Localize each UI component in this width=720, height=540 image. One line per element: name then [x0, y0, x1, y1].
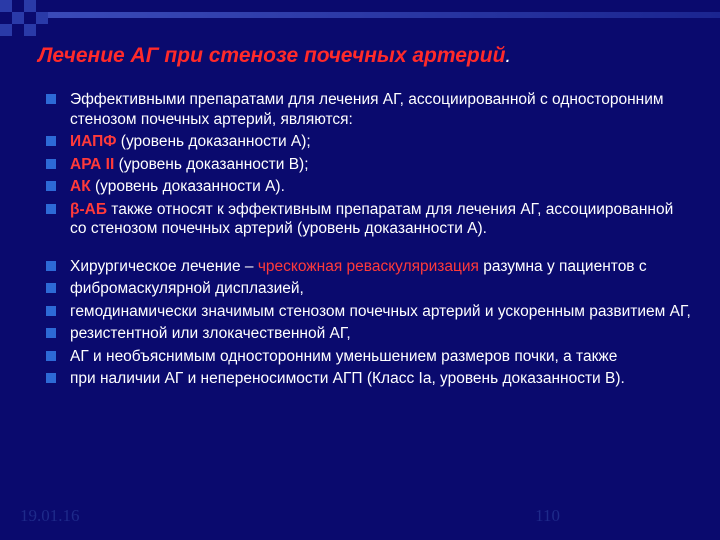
- list-item: при наличии АГ и непереносимости АГП (Класс Iа, уровень доказанности В).: [46, 369, 692, 389]
- footer-date: 19.01.16: [20, 506, 80, 525]
- bullet-icon: [46, 373, 56, 383]
- bullet-list: [46, 90, 692, 392]
- list-item: Эффективными препаратами для лечения АГ, ассоциированной с односторонним стенозом почечных артерий, являются:: [46, 90, 692, 129]
- bullet-icon: [46, 204, 56, 214]
- page-number: 110: [535, 506, 560, 525]
- list-item: резистентной или злокачественной АГ,: [46, 324, 692, 344]
- list-item: Хирургическое лечение – чрескожная реваскуляризация разумна у пациентов с: [46, 257, 692, 277]
- bullet-icon: [46, 159, 56, 169]
- bullet-icon: [46, 94, 56, 104]
- bullet-icon: [46, 261, 56, 271]
- list-item: гемодинамически значимым стенозом почечных артерий и ускоренным развитием АГ,: [46, 302, 692, 322]
- header-rule: [48, 12, 720, 18]
- bullet-icon: [46, 328, 56, 338]
- bullet-icon: [46, 136, 56, 146]
- list-item: АРА II (уровень доказанности В);: [46, 155, 692, 175]
- bullet-icon: [46, 351, 56, 361]
- bullet-icon: [46, 181, 56, 191]
- bullet-icon: [46, 283, 56, 293]
- list-item: АГ и необъяснимым односторонним уменьшением размеров почки, а также: [46, 347, 692, 367]
- list-item: ИАПФ (уровень доказанности А);: [46, 132, 692, 152]
- slide-title: Лечение АГ при стенозе почечных артерий.: [38, 44, 512, 67]
- corner-decoration: [0, 0, 60, 42]
- list-item: АК (уровень доказанности А).: [46, 177, 692, 197]
- list-item: β-АБ также относят к эффективным препаратам для лечения АГ, ассоциированной со стенозом почечных артерий (уровень доказанности А).: [46, 200, 692, 239]
- list-item: фибромаскулярной дисплазией,: [46, 279, 692, 299]
- bullet-icon: [46, 306, 56, 316]
